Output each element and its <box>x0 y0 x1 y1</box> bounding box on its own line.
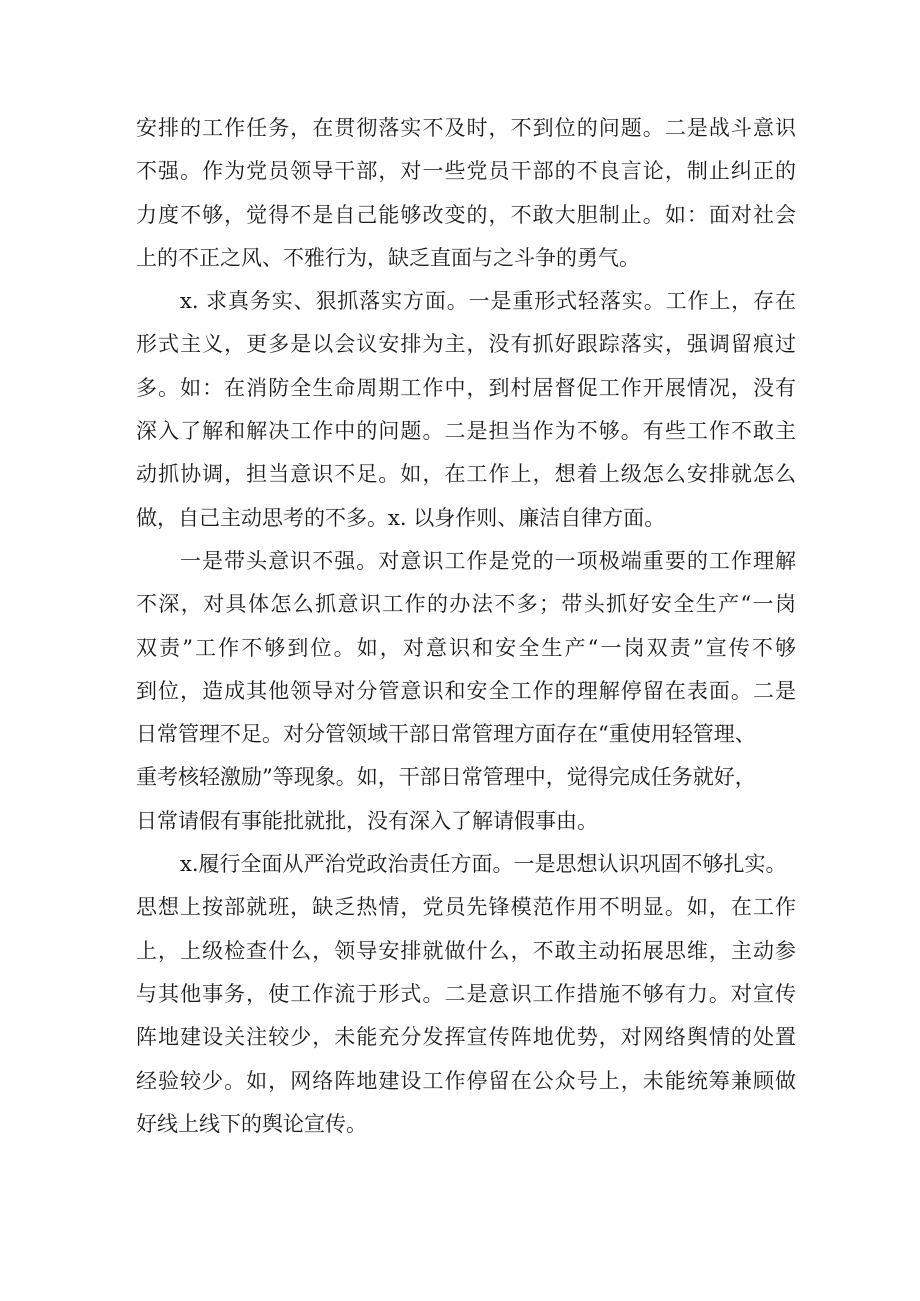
text-line: 动抓协调，担当意识不足。如，在工作上，想着上级怎么安排就怎么 <box>136 462 796 487</box>
text-line: 日常管理不足。对分管领域干部日常管理方面存在“重使用轻管理、 <box>136 722 756 747</box>
text-line: 阵地建设关注较少，未能充分发挥宣传阵地优势，对网络舆情的处置 <box>136 1025 796 1050</box>
text-line: x.履行全面从严治党政治责任方面。一是思想认识巩固不够扎实。 <box>180 852 787 877</box>
text-line: x. 求真务实、狠抓落实方面。一是重形式轻落实。工作上，存在 <box>180 289 796 314</box>
text-line: 经验较少。如，网络阵地建设工作停留在公众号上，未能统筹兼顾做 <box>136 1068 796 1093</box>
text-line: 到位，造成其他领导对分管意识和安全工作的理解停留在表面。二是 <box>136 678 796 703</box>
text-line: 重考核轻激励”等现象。如，干部日常管理中，觉得完成任务就好， <box>136 765 756 790</box>
text-line: 思想上按部就班，缺乏热情，党员先锋模范作用不明显。如，在工作 <box>136 895 796 920</box>
document-page <box>136 107 796 1146</box>
text-line: 上，上级检查什么，领导安排就做什么，不敢主动拓展思维，主动参 <box>136 938 796 963</box>
text-line: 一是带头意识不强。对意识工作是党的一项极端重要的工作理解 <box>180 548 796 573</box>
text-line: 不深，对具体怎么抓意识工作的办法不多；带头抓好安全生产“一岗 <box>136 592 796 617</box>
text-line: 安排的工作任务，在贯彻落实不及时，不到位的问题。二是战斗意识 <box>136 116 796 140</box>
text-line: 双责”工作不够到位。如，对意识和安全生产“一岗双责”宣传不够 <box>136 635 796 660</box>
text-line: 上的不正之风、不雅行为，缺乏直面与之斗争的勇气。 <box>136 245 640 270</box>
text-line: 多。如：在消防全生命周期工作中，到村居督促工作开展情况，没有 <box>136 375 796 400</box>
text-line: 形式主义，更多是以会议安排为主，没有抓好跟踪落实，强调留痕过 <box>136 332 796 357</box>
text-line: 做，自己主动思考的不多。x. 以身作则、廉洁自律方面。 <box>136 505 666 530</box>
text-line: 日常请假有事能批就批，没有深入了解请假事由。 <box>136 808 598 833</box>
text-line: 深入了解和解决工作中的问题。二是担当作为不够。有些工作不敢主 <box>136 419 796 444</box>
text-line: 不强。作为党员领导干部，对一些党员干部的不良言论，制止纠正的 <box>136 159 796 184</box>
text-line: 好线上线下的舆论宣传。 <box>136 1111 367 1136</box>
text-line: 与其他事务，使工作流于形式。二是意识工作措施不够有力。对宣传 <box>136 981 796 1006</box>
text-line: 力度不够，觉得不是自己能够改变的，不敢大胆制止。如：面对社会 <box>136 202 796 227</box>
